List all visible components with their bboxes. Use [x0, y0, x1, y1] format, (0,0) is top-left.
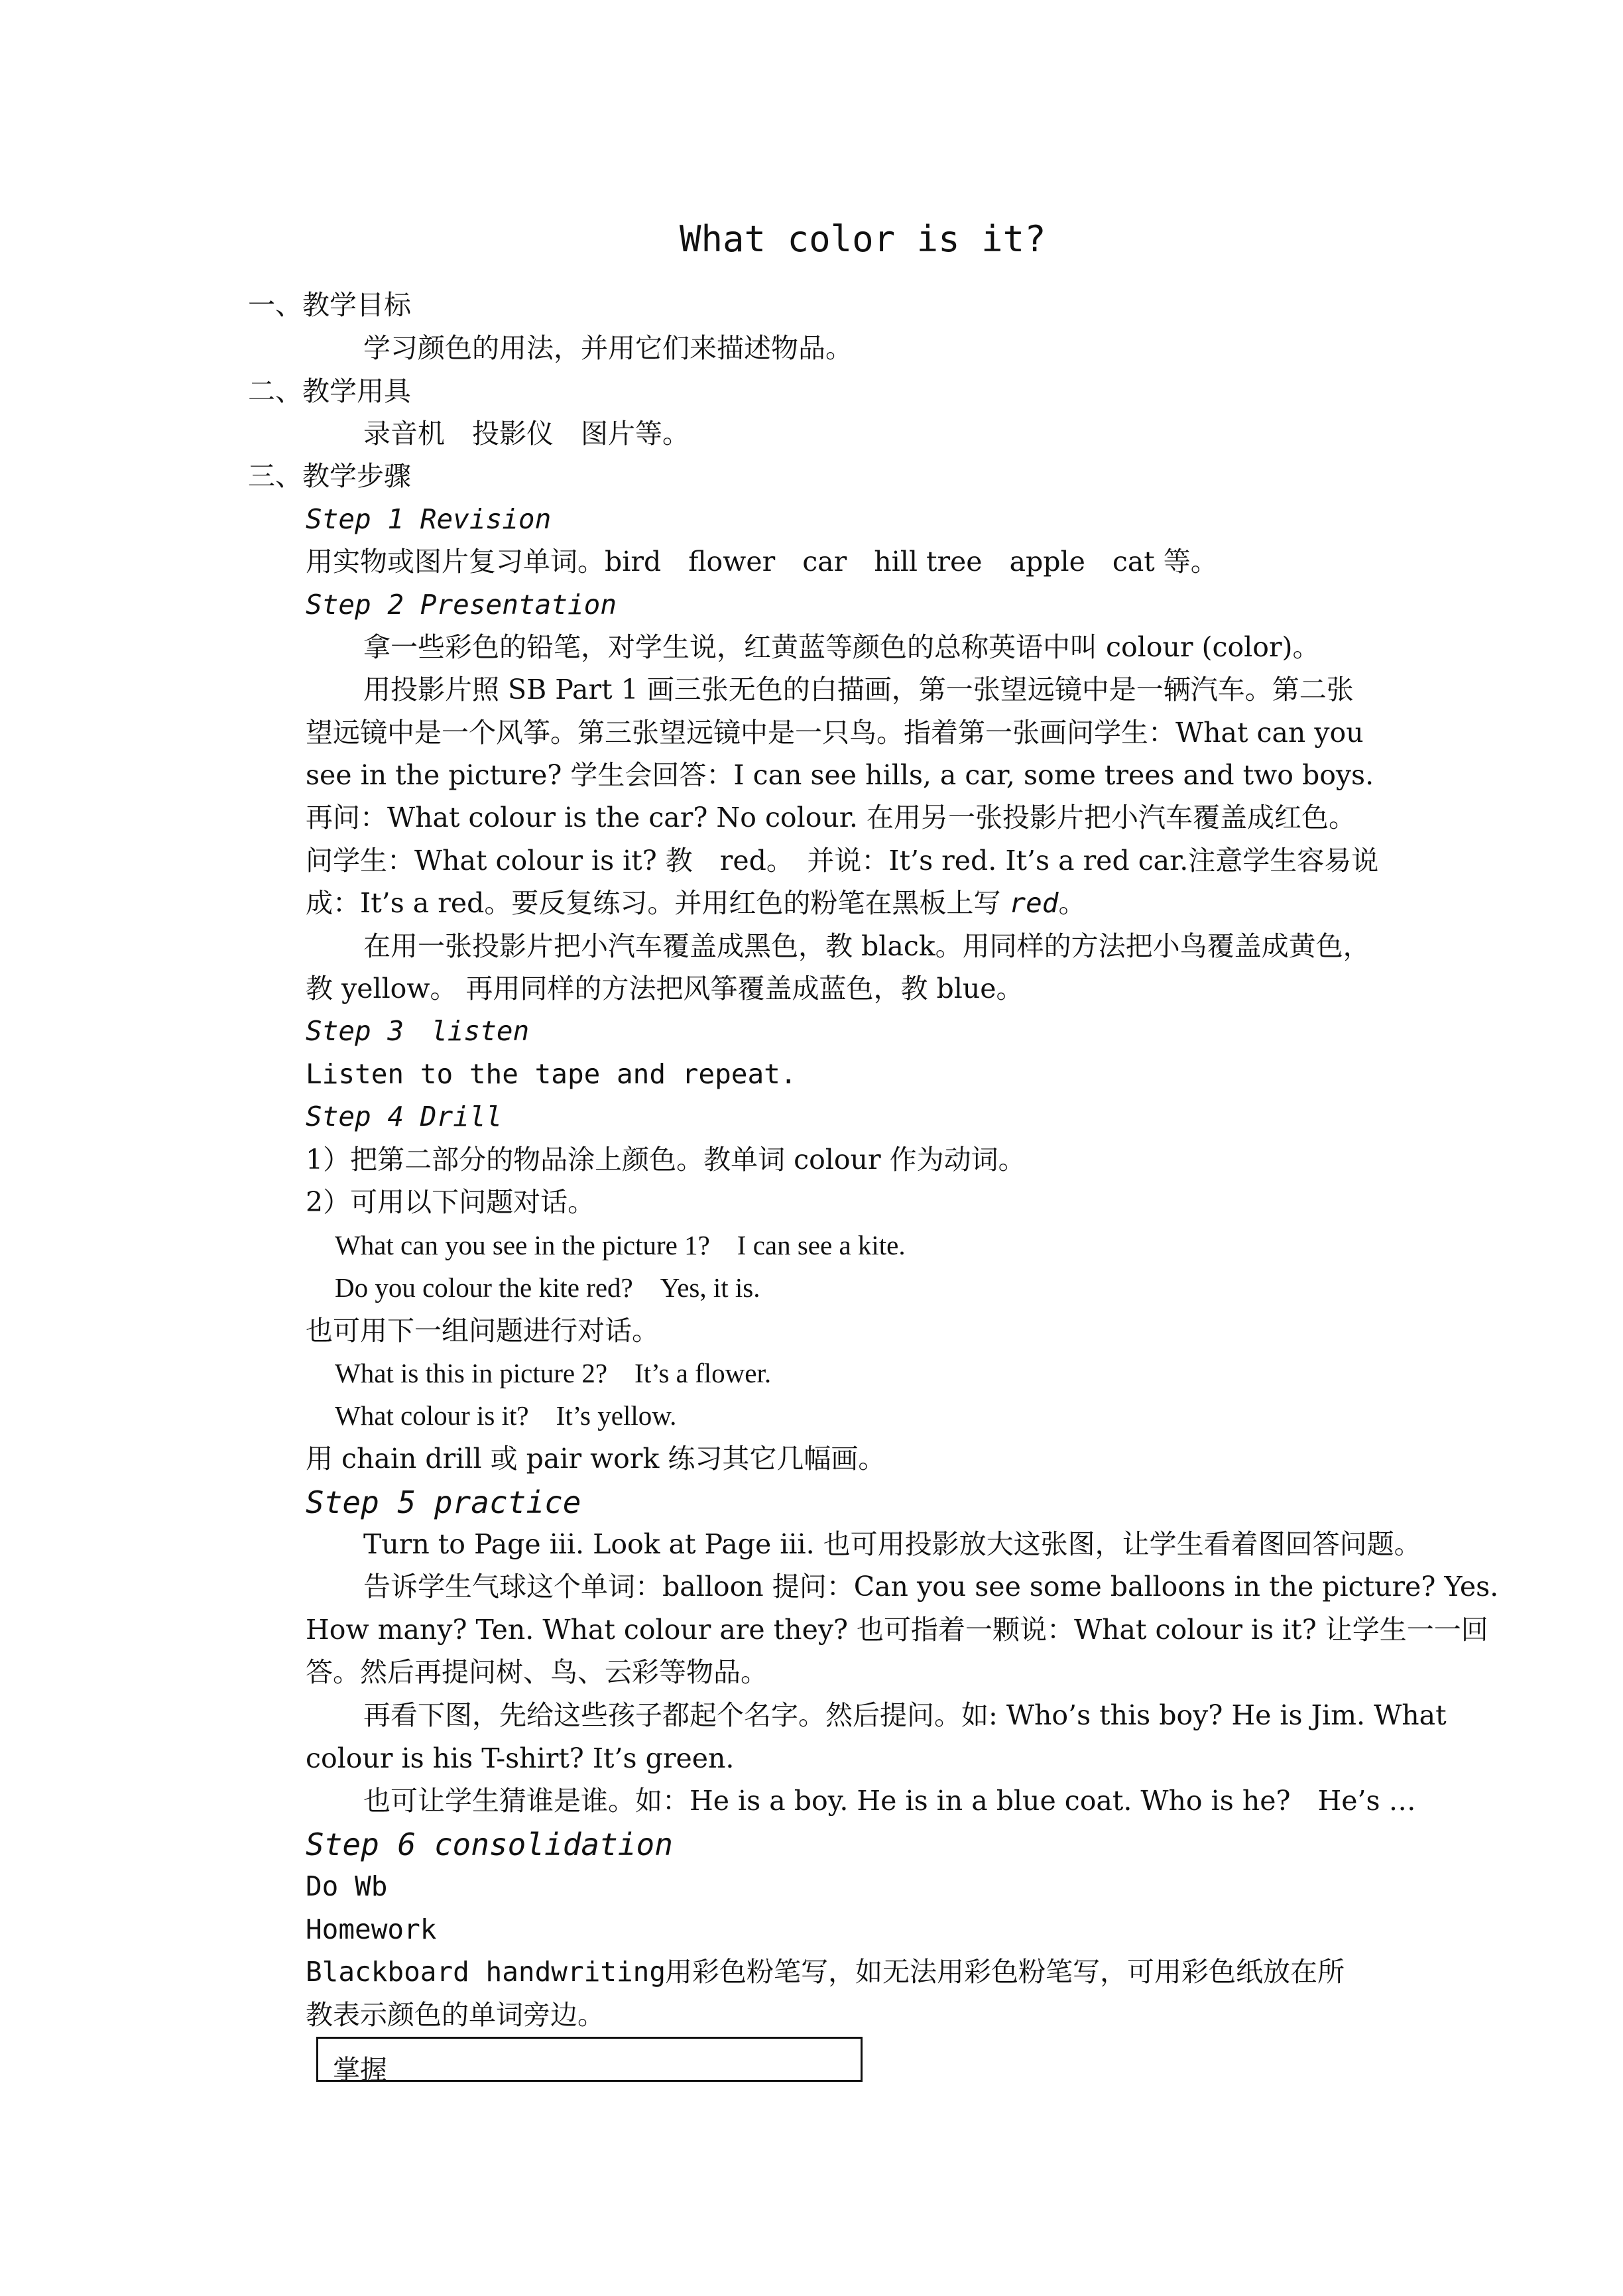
step4-dialog4: What colour is it? It’s yellow.: [335, 1400, 677, 1431]
step2-line6-end: 。: [1058, 887, 1086, 919]
step5-line7: 也可让学生猜谁是谁。如：He is a boy. He is in a blue coat. Who is he? He’s …: [363, 1785, 1416, 1817]
step2-title: Step 2 Presentation: [306, 589, 617, 621]
mastery-box: [316, 2037, 863, 2086]
blackboard-text-line2: 教表示颜色的单词旁边。: [306, 1999, 605, 2031]
step5-line4: 答。然后再提问树、鸟、云彩等物品。: [306, 1656, 768, 1688]
mastery-label: 掌握: [333, 2054, 387, 2086]
step6-do-wb: Do Wb: [306, 1870, 388, 1902]
step5-line6: colour is his T-shirt? It’s green.: [306, 1742, 735, 1774]
step4-title: Step 4 Drill: [306, 1101, 503, 1132]
step6-homework: Homework: [306, 1913, 437, 1945]
blackboard-text: 用彩色粉笔写，如无法用彩色粉笔写，可用彩色纸放在所: [665, 1956, 1345, 1988]
step2-para2-line4: 再问：What colour is the car? No colour. 在用另一张投影片把小汽车覆盖成红色。: [306, 802, 1356, 833]
section-heading-objectives: 一、教学目标: [248, 289, 411, 321]
step2-para2-line5: 问学生：What colour is it? 教 red。 并说：It’s red. It’s a red car.注意学生容易说: [306, 845, 1379, 876]
step5-line2: 告诉学生气球这个单词：balloon 提问：Can you see some balloons in the picture? Yes.: [363, 1571, 1499, 1602]
step4-also: 也可用下一组问题进行对话。: [306, 1315, 659, 1347]
step4-dialog2: Do you colour the kite red? Yes, it is.: [335, 1272, 760, 1303]
step2-para2-line2: 望远镜中是一个风筝。第三张望远镜中是一只鸟。指着第一张画问学生：What can you: [306, 717, 1364, 749]
step3-text: Listen to the tape and repeat.: [306, 1058, 797, 1090]
step4-item2: 2）可用以下问题对话。: [306, 1186, 595, 1218]
step4-item1: 1）把第二部分的物品涂上颜色。教单词 colour 作为动词。: [306, 1144, 1026, 1176]
step5-line5: 再看下图，先给这些孩子都起个名字。然后提问。如: Who’s this boy? He is Jim. What: [363, 1699, 1447, 1731]
step2-para3-line1: 在用一张投影片把小汽车覆盖成黑色，教 black。用同样的方法把小鸟覆盖成黄色，: [363, 930, 1370, 962]
step4-chain: 用 chain drill 或 pair work 练习其它几幅画。: [306, 1443, 886, 1475]
step4-dialog1: What can you see in the picture 1? I can see a kite.: [335, 1230, 906, 1260]
step5-line3: How many? Ten. What colour are they? 也可指着一颗说：What colour is it? 让学生一一回: [306, 1614, 1488, 1646]
step5-line1: Turn to Page iii. Look at Page iii. 也可用投影放大这张图，让学生看着图回答问题。: [363, 1528, 1421, 1560]
tools-text: 录音机 投影仪 图片等。: [363, 418, 690, 450]
step2-line6-text: 成：It’s a red。要反复练习。并用红色的粉笔在黑板上写: [306, 887, 1010, 919]
step1-text: 用实物或图片复习单词。bird flower car hill tree apple cat 等。: [306, 546, 1218, 577]
step2-para2-line3: see in the picture? 学生会回答：I can see hills, a car, some trees and two boys.: [306, 759, 1374, 791]
step2-para2-line1: 用投影片照 SB Part 1 画三张无色的白描画，第一张望远镜中是一辆汽车。第二张: [363, 674, 1354, 705]
step5-title: Step 5 practice: [306, 1484, 581, 1520]
step6-title: Step 6 consolidation: [306, 1827, 673, 1862]
step2-para1: 拿一些彩色的铅笔，对学生说，红黄蓝等颜色的总称英语中叫 colour (color)。: [363, 631, 1320, 663]
step1-title: Step 1 Revision: [306, 503, 552, 535]
blackboard-label: Blackboard handwriting: [306, 1956, 666, 1988]
step3-title: Step 3 listen: [306, 1015, 530, 1047]
step2-red-word: red: [1009, 887, 1059, 919]
step2-para3-line2: 教 yellow。 再用同样的方法把风筝覆盖成蓝色，教 blue。: [306, 973, 1024, 1004]
objectives-text: 学习颜色的用法，并用它们来描述物品。: [363, 332, 853, 364]
step2-para2-line6: [306, 887, 1086, 919]
page-title: What color is it?: [680, 218, 1046, 260]
section-heading-tools: 二、教学用具: [248, 375, 411, 407]
section-heading-steps: 三、教学步骤: [248, 460, 411, 492]
step4-dialog3: What is this in picture 2? It’s a flower.: [335, 1358, 772, 1388]
